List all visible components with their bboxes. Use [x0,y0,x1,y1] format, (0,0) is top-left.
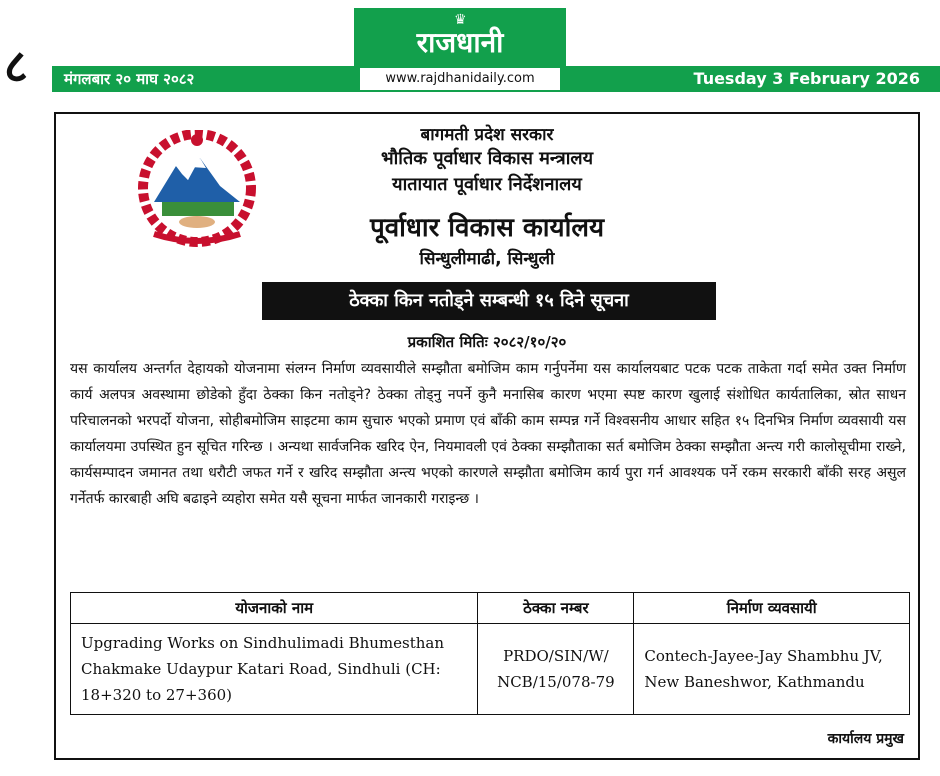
date-nepali: मंगलबार २० माघ २०८२ [64,70,195,88]
header-contractor: निर्माण व्यवसायी [634,593,910,624]
header-contract-number: ठेक्का नम्बर [478,593,634,624]
date-english: Tuesday 3 February 2026 [693,69,920,88]
cell-contractor: Contech-Jayee-Jay Shambhu JV, New Baneshwor, Kathmandu [634,624,910,715]
page-number: ८ [4,39,28,93]
header-ministry: भौतिक पूर्वाधार विकास मन्त्रालय [380,148,594,169]
newspaper-logo: राजधानी [416,26,504,59]
header-directorate: यातायात पूर्वाधार निर्देशनालय [392,174,582,195]
cell-project-name: Upgrading Works on Sindhulimadi Bhumesthan Chakmake Udaypur Katari Road, Sindhuli (CH: 18+320 to 27+360) [71,624,478,715]
contract-table [70,592,910,715]
header-project-name: योजनाको नाम [71,593,478,624]
signoff: कार्यालय प्रमुख [827,731,904,747]
notice-title: ठेक्का किन नतोड्ने सम्बन्धी १५ दिने सूचना [262,282,716,320]
header-province: बागमती प्रदेश सरकार [420,125,554,145]
crown-icon: ♛ [454,12,467,28]
newspaper-url[interactable]: www.rajdhanidaily.com [360,68,560,90]
published-date: प्रकाशित मितिः २०८२/१०/२० [407,333,567,351]
public-notice [54,112,920,760]
newspaper-masthead [354,8,566,92]
table-header-row [71,593,910,624]
header-location: सिन्धुलीमाढी, सिन्धुली [419,249,555,269]
notice-body: यस कार्यालय अन्तर्गत देहायको योजनामा संलग्न निर्माण व्यवसायीले सम्झौता बमोजिम काम गर्नुपर्नेमा यस कार्यालयबाट पटक पटक ताकेता गर्दा समेत उक्त निर्माण कार्य अलपत्र अवस्थामा छोडेको हुँदा ठेक्का किन नतोड्ने? ठेक्का तोड्नु नपर्ने कुनै मनासिब कारण भएमा स्पष्ट कारण खुलाई संशोधित कार्यतालिका, स्रोत साधन परिचालनको भरपर्दो योजना, सोहीबमोजिम साइटमा काम सुचारु भएको प्रमाण एवं बाँकी काम सम्पन्न गर्ने विश्वसनीय आधार सहित १५ दिनभित्र निर्माण व्यवसायी यस कार्यालयमा उपस्थित हुन सूचित गरिन्छ । अन्यथा सार्वजनिक खरिद ऐन, नियमावली एवं ठेक्का सम्झौताका सर्त बमोजिम ठेक्का सम्झौता अन्त्य गरी कालोसूचीमा राख्ने, कार्यसम्पादन जमानत तथा धरौटी जफत गर्ने र खरिद सम्झौता अन्त्य भएको कारणले सम्झौता बमोजिम कार्य पुरा गर्न आवश्यक पर्ने रकम सरकारी बाँकी सरह असुल गर्नेतर्फ कारबाही अघि बढाइने व्यहोरा समेत यसै सूचना मार्फत जानकारी गराइन्छ । [70,361,906,507]
table-row [71,624,910,715]
cell-contract-number: PRDO/SIN/W/ NCB/15/078-79 [478,624,634,715]
header-office: पूर्वाधार विकास कार्यालय [369,213,605,243]
